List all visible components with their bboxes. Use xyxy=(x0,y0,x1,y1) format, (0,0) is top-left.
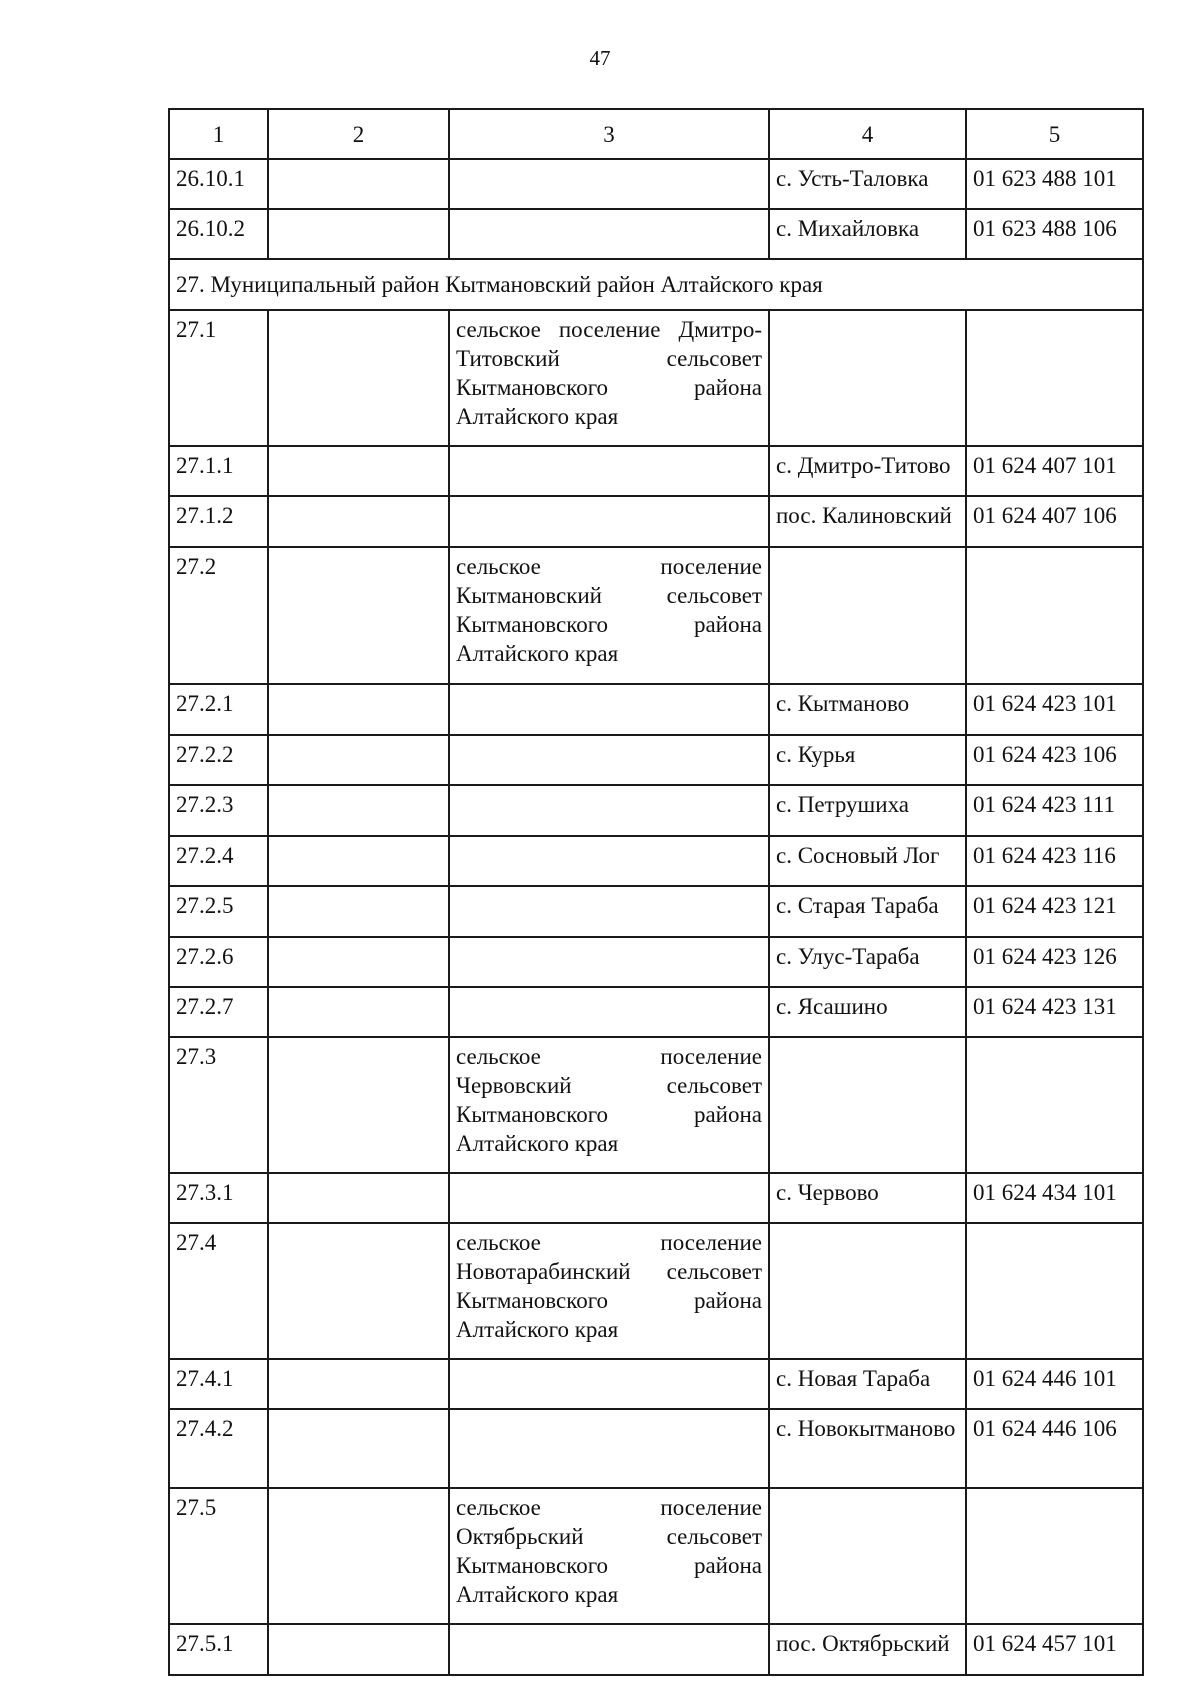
cell-code xyxy=(966,1223,1143,1359)
cell-number: 27.2.4 xyxy=(169,836,268,886)
cell-municipality xyxy=(449,209,769,259)
cell-number: 27.4.1 xyxy=(169,1359,268,1409)
cell-code xyxy=(966,547,1143,684)
column-header: 2 xyxy=(268,109,449,159)
table-header-row xyxy=(169,109,1143,159)
cell-col2 xyxy=(268,547,449,684)
cell-code: 01 624 446 101 xyxy=(966,1359,1143,1409)
table-row xyxy=(169,735,1143,785)
cell-code: 01 623 488 101 xyxy=(966,159,1143,209)
cell-number: 27.1.2 xyxy=(169,496,268,547)
table-row xyxy=(169,496,1143,547)
cell-number: 27.4 xyxy=(169,1223,268,1359)
cell-settlement xyxy=(769,1488,966,1624)
cell-number: 27.3.1 xyxy=(169,1173,268,1223)
table-row xyxy=(169,209,1143,259)
cell-code: 01 624 423 111 xyxy=(966,785,1143,836)
cell-municipality xyxy=(449,684,769,735)
cell-municipality: сельское поселение Кытмановский сельсовет Кытмановского района Алтайского края xyxy=(449,547,769,684)
cell-col2 xyxy=(268,1037,449,1173)
cell-col2 xyxy=(268,836,449,886)
cell-municipality xyxy=(449,496,769,547)
cell-settlement xyxy=(769,1037,966,1173)
cell-municipality: сельское поселение Дмитро-Титовский сельсовет Кытмановского района Алтайского края xyxy=(449,310,769,446)
cell-municipality xyxy=(449,987,769,1037)
cell-number: 27.1 xyxy=(169,310,268,446)
cell-code: 01 624 423 126 xyxy=(966,937,1143,987)
settlements-table xyxy=(168,108,1144,1676)
cell-municipality xyxy=(449,1173,769,1223)
table-row xyxy=(169,446,1143,496)
column-header: 4 xyxy=(769,109,966,159)
cell-number: 27.2.1 xyxy=(169,684,268,735)
cell-col2 xyxy=(268,1173,449,1223)
cell-settlement: с. Михайловка xyxy=(769,209,966,259)
cell-settlement: пос. Октябрьский xyxy=(769,1624,966,1675)
section-title: 27. Муниципальный район Кытмановский район Алтайского края xyxy=(169,259,1143,310)
cell-col2 xyxy=(268,1359,449,1409)
cell-number: 27.2 xyxy=(169,547,268,684)
cell-settlement: пос. Калиновский xyxy=(769,496,966,547)
table-row xyxy=(169,684,1143,735)
page-number: 47 xyxy=(589,46,611,70)
column-header: 1 xyxy=(169,109,268,159)
cell-municipality: сельское поселение Октябрьский сельсовет Кытмановского района Алтайского края xyxy=(449,1488,769,1624)
cell-col2 xyxy=(268,1488,449,1624)
table-row xyxy=(169,785,1143,836)
cell-col2 xyxy=(268,1624,449,1675)
cell-number: 27.2.7 xyxy=(169,987,268,1037)
cell-code: 01 624 407 106 xyxy=(966,496,1143,547)
cell-municipality xyxy=(449,446,769,496)
cell-col2 xyxy=(268,684,449,735)
column-header: 5 xyxy=(966,109,1143,159)
cell-col2 xyxy=(268,937,449,987)
cell-municipality xyxy=(449,735,769,785)
cell-col2 xyxy=(268,886,449,937)
cell-municipality xyxy=(449,1359,769,1409)
cell-number: 26.10.2 xyxy=(169,209,268,259)
table-row xyxy=(169,547,1143,684)
cell-settlement: с. Червово xyxy=(769,1173,966,1223)
cell-code: 01 624 423 116 xyxy=(966,836,1143,886)
cell-code xyxy=(966,1037,1143,1173)
cell-number: 27.3 xyxy=(169,1037,268,1173)
cell-settlement xyxy=(769,1223,966,1359)
table-row xyxy=(169,1173,1143,1223)
cell-number: 27.2.5 xyxy=(169,886,268,937)
cell-municipality xyxy=(449,785,769,836)
cell-settlement: с. Кытманово xyxy=(769,684,966,735)
cell-col2 xyxy=(268,496,449,547)
cell-settlement: с. Дмитро-Титово xyxy=(769,446,966,496)
cell-col2 xyxy=(268,209,449,259)
cell-settlement xyxy=(769,310,966,446)
cell-municipality xyxy=(449,1624,769,1675)
cell-col2 xyxy=(268,785,449,836)
table-row xyxy=(169,159,1143,209)
cell-number: 26.10.1 xyxy=(169,159,268,209)
cell-municipality: сельское поселение Новотарабинский сельсовет Кытмановского района Алтайского края xyxy=(449,1223,769,1359)
cell-code: 01 623 488 106 xyxy=(966,209,1143,259)
cell-code: 01 624 446 106 xyxy=(966,1409,1143,1488)
cell-municipality xyxy=(449,836,769,886)
cell-settlement: с. Усть-Таловка xyxy=(769,159,966,209)
cell-municipality xyxy=(449,886,769,937)
cell-code: 01 624 423 101 xyxy=(966,684,1143,735)
cell-col2 xyxy=(268,1409,449,1488)
table-row xyxy=(169,1409,1143,1488)
table-row xyxy=(169,937,1143,987)
cell-settlement: с. Новокытманово xyxy=(769,1409,966,1488)
table-row xyxy=(169,1624,1143,1675)
table-row xyxy=(169,1488,1143,1624)
cell-settlement: с. Старая Тараба xyxy=(769,886,966,937)
table-row xyxy=(169,1037,1143,1173)
cell-number: 27.5.1 xyxy=(169,1624,268,1675)
cell-number: 27.4.2 xyxy=(169,1409,268,1488)
section-row xyxy=(169,259,1143,310)
cell-settlement: с. Сосновый Лог xyxy=(769,836,966,886)
cell-settlement: с. Ясашино xyxy=(769,987,966,1037)
cell-code: 01 624 457 101 xyxy=(966,1624,1143,1675)
cell-settlement: с. Улус-Тараба xyxy=(769,937,966,987)
cell-code: 01 624 423 131 xyxy=(966,987,1143,1037)
table-body xyxy=(169,109,1143,1675)
column-header: 3 xyxy=(449,109,769,159)
cell-col2 xyxy=(268,159,449,209)
cell-col2 xyxy=(268,446,449,496)
cell-col2 xyxy=(268,1223,449,1359)
cell-number: 27.2.2 xyxy=(169,735,268,785)
table-row xyxy=(169,987,1143,1037)
cell-col2 xyxy=(268,735,449,785)
cell-code: 01 624 423 121 xyxy=(966,886,1143,937)
cell-municipality xyxy=(449,937,769,987)
cell-code xyxy=(966,1488,1143,1624)
cell-settlement: с. Петрушиха xyxy=(769,785,966,836)
cell-number: 27.2.6 xyxy=(169,937,268,987)
table-row xyxy=(169,1359,1143,1409)
cell-col2 xyxy=(268,310,449,446)
cell-code: 01 624 407 101 xyxy=(966,446,1143,496)
cell-code xyxy=(966,310,1143,446)
cell-municipality: сельское поселение Червовский сельсовет Кытмановского района Алтайского края xyxy=(449,1037,769,1173)
cell-number: 27.1.1 xyxy=(169,446,268,496)
table-row xyxy=(169,310,1143,446)
cell-code: 01 624 423 106 xyxy=(966,735,1143,785)
table-row xyxy=(169,1223,1143,1359)
cell-number: 27.2.3 xyxy=(169,785,268,836)
cell-settlement: с. Курья xyxy=(769,735,966,785)
cell-number: 27.5 xyxy=(169,1488,268,1624)
cell-settlement xyxy=(769,547,966,684)
table-row xyxy=(169,836,1143,886)
cell-col2 xyxy=(268,987,449,1037)
cell-municipality xyxy=(449,159,769,209)
cell-code: 01 624 434 101 xyxy=(966,1173,1143,1223)
cell-municipality xyxy=(449,1409,769,1488)
table-row xyxy=(169,886,1143,937)
cell-settlement: с. Новая Тараба xyxy=(769,1359,966,1409)
